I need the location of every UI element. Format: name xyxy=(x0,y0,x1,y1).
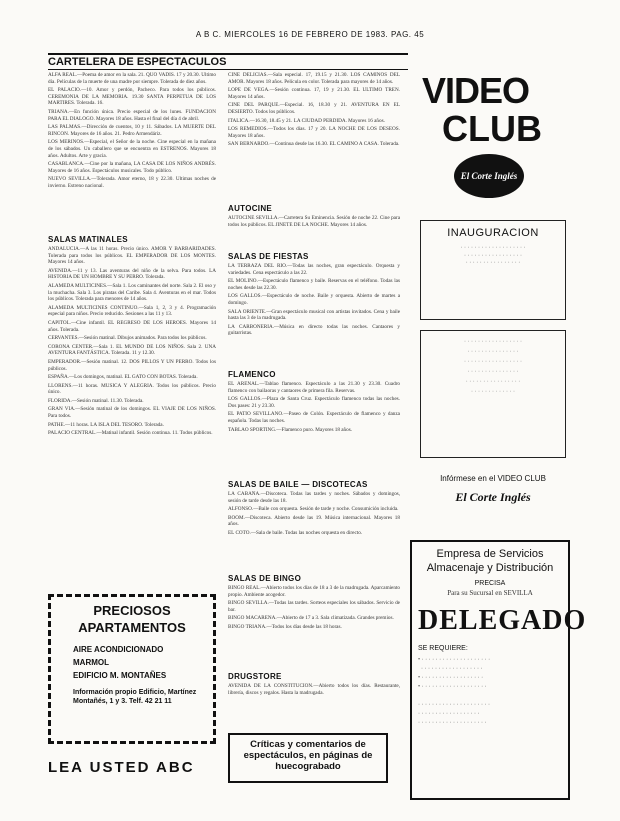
subhead-autocine: AUTOCINE xyxy=(228,204,273,213)
videoclub-logo xyxy=(422,70,562,200)
videoclub-title-2: CLUB xyxy=(442,108,542,149)
apartamentos-title-1: PRECIOSOS xyxy=(93,603,171,618)
apartamentos-info: Información propio Edificio, Martínez Montañés, 1 y 3. Telf. 42 21 11 xyxy=(73,689,197,705)
title-rule xyxy=(48,69,408,70)
videoclub-title-1: VIDEO xyxy=(422,70,530,111)
videoclub-footer: Infórmese en el VIDEO CLUB xyxy=(440,474,546,483)
drugstore-text: AVENIDA DE LA CONSTITUCION.—Abierto todos los días. Restaurante, librería, discos y regalos. Hasta la madrugada. xyxy=(228,683,400,696)
lea-usted-abc: LEA USTED ABC xyxy=(48,759,195,776)
empresa-line-1: Empresa de Servicios xyxy=(436,548,544,560)
autocine-text: AUTOCINE SEVILLA.—Carretera Su Eminencia. Sesión de noche 22. Cine para todos los públicos. EL JINETE DE LA NOCHE. Mayores 14 años. xyxy=(228,215,400,228)
videoclub-brand-2: El Corte Inglés xyxy=(455,490,531,504)
feature-edificio: EDIFICIO M. MONTAÑES xyxy=(73,671,167,680)
videoclub-brand: El Corte Inglés xyxy=(460,171,518,181)
videoclub-ad xyxy=(418,62,568,532)
criticas-box xyxy=(228,733,388,783)
listing-column-1: ALFA REAL.—Poema de amor en la sala. 21. QUO VADIS. 17 y 20.30. Ultimo día. Películas de la muerte de una madre por siempre. Tolerada de diez años. EL PALACIO.—10. Amor y perdón, Pacheco. Para todos los públicos. CEREMONIA DE LA MEMORIA. 19.30 SANTA PERPETUA DE LOS MARTIRES. Tolerada. 16. TRIANA.—En función única. Precio especial de los lunes. FUNDACION PARA EL DIALOGO. Mayores 18 años. Hasta el final del día 4 de abril. LAS PALMAS.—Dirección de cuentos, 10 y 11. Sábados. LA MUERTE DEL RINCON. Mayores de 16 años. 21. Pedro Armendáriz. LOS MERINOS.—Especial, el Señor de la noche. Cine especial en la mañana de los sábados. Un caballero que se encuentra en ESTRENOS. Mayores 18 años. Adultos. Arte y gracia. CASABLANCA.—Cine por la mañana, LA CASA DE LOS NIÑOS ANDRÉS. Mayores de 16 años. Espectáculos musicales. Todo público. NUEVO SEVILLA.—Tolerada. Amor eterno, 18 y 22.30. Ultimas noches de invierno. Estreno nacional. xyxy=(48,72,216,189)
feature-marmol: MARMOL xyxy=(73,658,109,667)
subhead-drugstore: DRUGSTORE xyxy=(228,672,282,681)
inauguracion-title: INAUGURACION xyxy=(447,227,539,239)
empresa-sub: Para su Sucursal en SEVILLA xyxy=(447,589,533,597)
subhead-salas-de-bingo: SALAS DE BINGO xyxy=(228,574,302,583)
empresa-precisa: PRECISA xyxy=(474,580,506,587)
listing-column-2: CINE DELICIAS.—Sala especial. 17, 19.15 y 21.30. LOS CAMINOS DEL AMOR. Mayores 18 años. Película en color. Tolerada para mayores de 14 años. LOPE DE VEGA.—Sesión continua. 17, 19 y 21.30. EL ULTIMO TREN. Mayores 14 años. CINE DEL PARQUE.—Especial. 16, 18.30 y 21. AVENTURA EN EL DESIERTO. Todos los públicos. ITALICA.—16.30, 18.45 y 21. LA CIUDAD PERDIDA. Mayores 16 años. LOS REMEDIOS.—Todos los días. 17 y 20. LA NOCHE DE LOS DESEOS. Mayores 18 años. SAN BERNARDO.—Continua desde las 16.30. EL CAMINO A CASA. Tolerada. xyxy=(228,72,400,148)
subhead-salas-de-fiestas: SALAS DE FIESTAS xyxy=(228,252,309,261)
subhead-salas-matinales: SALAS MATINALES xyxy=(48,235,128,244)
bingo-text: BINGO REAL.—Abierto todos los días de 18 a 3 de la madrugada. Aparcamiento propio. Ambiente acogedor. BINGO SEVILLA.—Todas las tardes. Sorteos especiales los sábados. Servicio de bar. BINGO MACARENA.—Abierto de 17 a 3. Sala climatizada. Grandes premios. BINGO TRIANA.—Todos los días desde las 18 horas. xyxy=(228,585,400,630)
subhead-salas-de-baile: SALAS DE BAILE — DISCOTECAS xyxy=(228,480,368,489)
empresa-cargo: DELEGADO xyxy=(418,605,587,636)
videoclub-info-box xyxy=(420,330,566,458)
inauguracion-text: · · · · · · · · · · · · · · · · · · · · · · · · · · · · · · · · · · · · · · · · · · · · · · · · · · · · xyxy=(460,245,526,266)
empresa-requisitos: SE REQUIERE: xyxy=(418,645,468,652)
page-header: A B C. MIERCOLES 16 DE FEBRERO DE 1983. PAG. 45 xyxy=(195,30,425,39)
videoclub-brand-seal xyxy=(454,154,524,198)
inauguracion-box xyxy=(420,220,566,320)
listing-column-1b: ANDALUCIA.—A las 11 horas. Precio único. AMOR Y BARBARIDADES. Tolerada para todos los públicos. EL EMPERADOR DE LOS MONTES. Mayores 14 años. AVENIDA.—11 y 13. Las aventuras del niño de la selva. Para todos. LA HISTORIA DE UN HOMBRE Y SU PERRO. Tolerada. ALAMEDA MULTICINES.—Sala 1. Los caminantes del norte. Sala 2. El oso y la muchacha. Sala 3. Los piratas del Caribe. Sala 4. Aventuras en el mar. Todos los públicos. Tolerada para menores de 14 años. ALAMEDA MULTICINES CONTINUO.—Sala 1, 2, 3 y 4. Programación especial para niños. Precio reducido. Sesiones a las 11 y 13. CAPITOL.—Cine infantil. EL REGRESO DE LOS HEROES. Mayores 14 años. Tolerada. CERVANTES.—Sesión matinal. Dibujos animados. Para todos los públicos. CORONA CENTER.—Sala 1. EL MUNDO DE LOS NIÑOS. Sala 2. UNA AVENTURA FANTÁSTICA. Tolerada. 11 y 12.30. EMPERADOR.—Sesión matinal. 12. DOS PILLOS Y UN PERRO. Todos los públicos. ESPAÑA.—Los domingos, matinal. EL GATO CON BOTAS. Tolerada. LLORENS.—11 horas. MUSICA Y ALEGRIA. Todos los públicos. Precio único. FLORIDA.—Sesión matinal. 11.30. Tolerada. GRAN VIA.—Sesión matinal de los domingos. EL VIAJE DE LOS NIÑOS. Para todos. PATHE.—11 horas. LA ISLA DEL TESORO. Tolerada. PALACIO CENTRAL.—Matinal infantil. Sesión continua. 11. Todos públicos. xyxy=(48,246,216,437)
empresa-requisitos-list: • · · · · · · · · · · · · · · · · · · · · · · · · · · · · · · · · · · · · · · • · · · · · · · · · · · · · · · · · · • · · · · · · · · · · · · · · · · · · · · · · · · · · · · · · · · · · · · · · · · · · · · · · · · · · · · · · · · · · · · · · · · · · · · · · · · · · · · · · xyxy=(418,657,491,726)
baile-text: LA CABAÑA.—Discoteca. Todas las tardes y noches. Sábados y domingos, sesión de tarde desde las 18. ALFONSO.—Baile con orquesta. Sesión de tarde y noche. Consumición incluida. BOOM.—Discoteca. Abierto desde las 19. Música internacional. Mayores 18 años. EL COTO.—Sala de baile. Todas las noches orquesta en directo. xyxy=(228,491,400,536)
videoclub-info-text: · · · · · · · · · · · · · · · · · · · · · · · · · · · · · · · · · · · · · · · · · · · · · · · · · · · · · · · · · · · · · · · · · · · · · · · · · · · · · · · · · · · · · · · · · · · · · xyxy=(464,339,522,395)
criticas-text: Críticas y comentarios de espectáculos, en páginas de huecograbado xyxy=(243,739,373,772)
section-title: CARTELERA DE ESPECTACULOS xyxy=(48,53,408,67)
apartamentos-features xyxy=(59,643,205,682)
apartamentos-title-2: APARTAMENTOS xyxy=(78,620,186,635)
empresa-line-2: Almacenaje y Distribución xyxy=(426,562,554,574)
flamenco-text: EL ARENAL.—Tablao flamenco. Espectáculo a las 21.30 y 23.30. Cuadro flamenco con bailaoras y cantaores de primera fila. Reservas. LOS GALLOS.—Plaza de Santa Cruz. Espectáculo flamenco todas las noches. Dos pases: 21 y 23.30. EL PATIO SEVILLANO.—Paseo de Colón. Espectáculo de flamenco y danza española. Todas las noches. TABLAO SPORTING.—Flamenco puro. Mayores 18 años. xyxy=(228,381,400,433)
feature-aire: AIRE ACONDICIONADO xyxy=(73,645,164,654)
empresa-ad xyxy=(410,540,587,800)
subhead-flamenco: FLAMENCO xyxy=(228,370,276,379)
apartamentos-ad xyxy=(48,594,216,744)
fiestas-text: LA TERRAZA DEL RIO.—Todas las noches, gran espectáculo. Orquesta y variedades. Cena espectáculo a las 22. EL MOLINO.—Espectáculo flamenco y baile. Reservas en el teléfono. Todas las noches desde las 22.30. LOS GALLOS.—Espectáculo de noche. Baile y orquesta. Abierto de martes a domingo. SALA ORIENTE.—Gran espectáculo musical con artistas invitados. Cena y baile hasta las 3 de la madrugada. LA CARBONERIA.—Música en directo todas las noches. Cantaores y guitarristas. xyxy=(228,263,400,337)
